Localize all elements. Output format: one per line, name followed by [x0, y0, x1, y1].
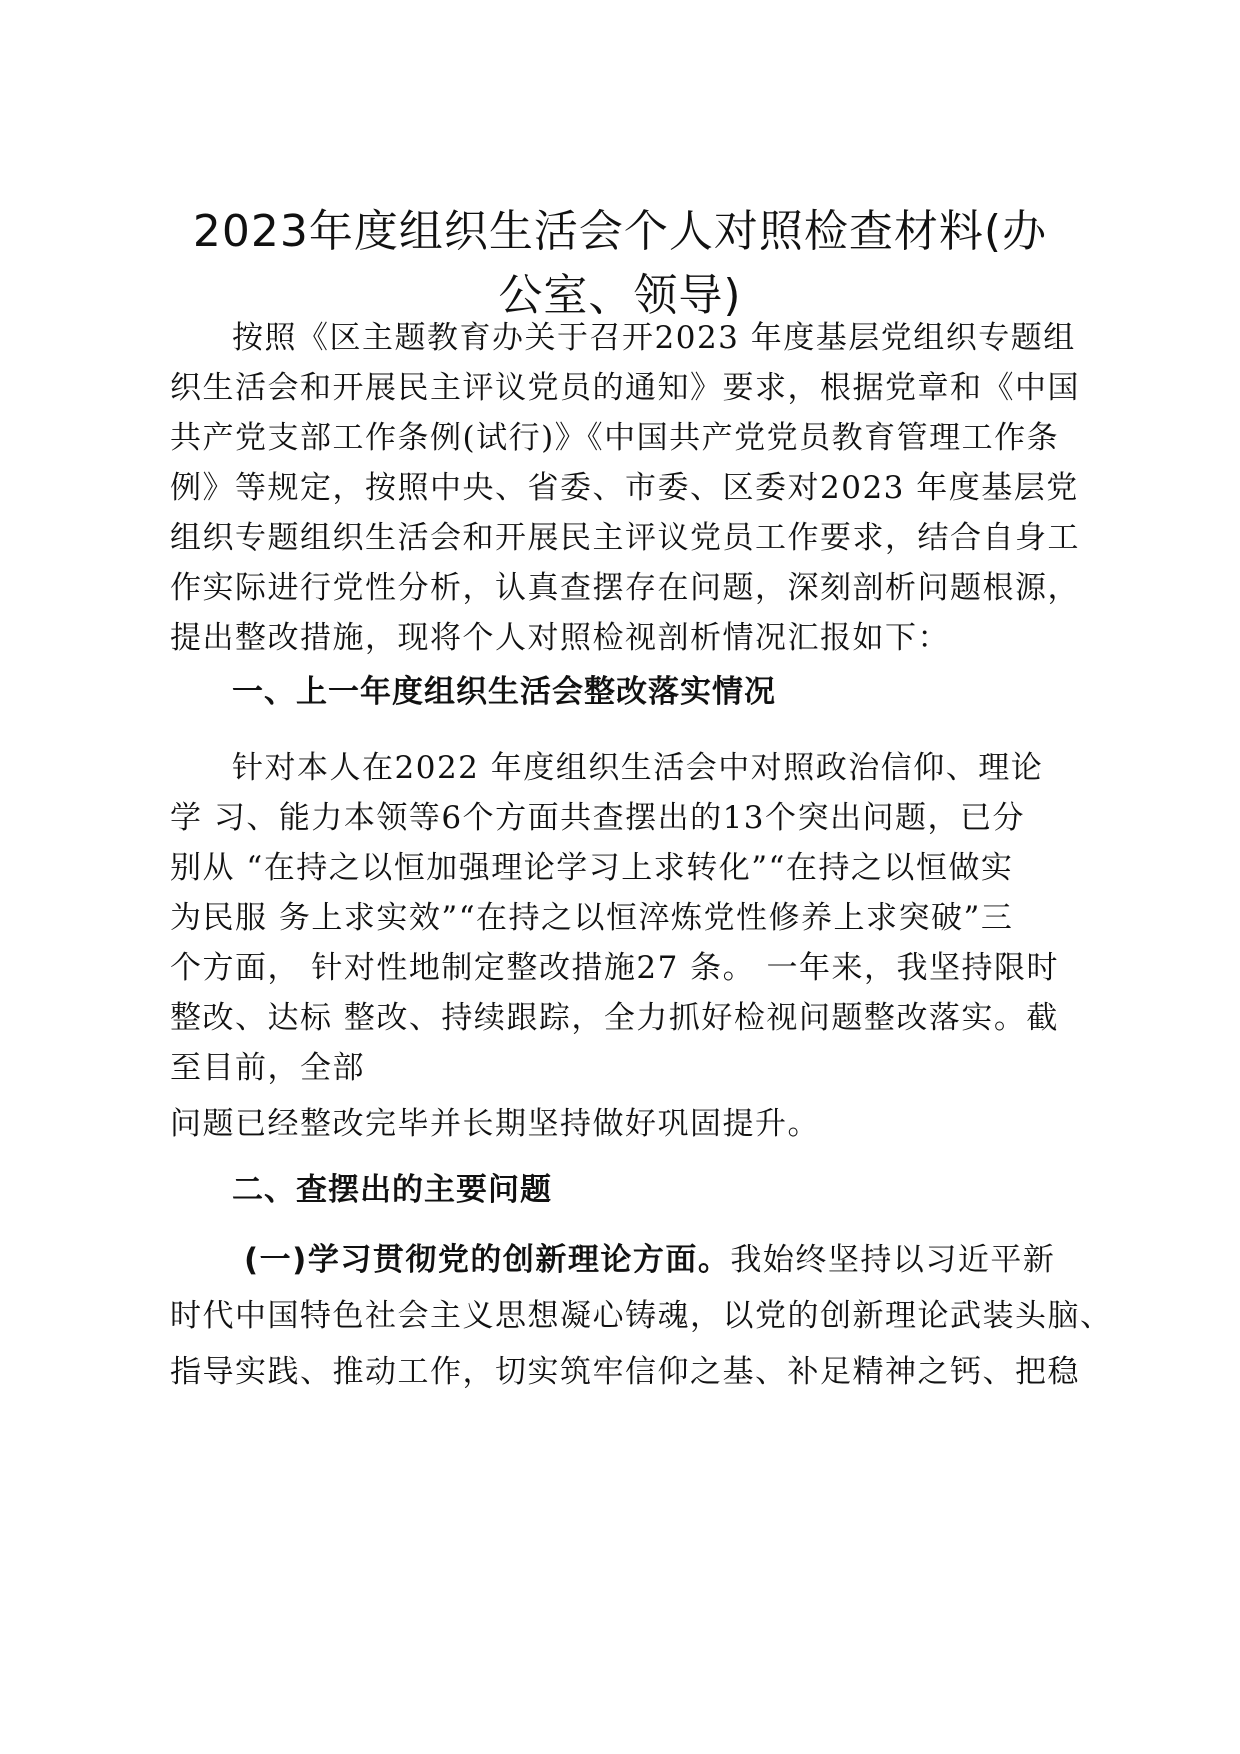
- section-1-line: 至目前，全部: [170, 1050, 365, 1086]
- title-line-1: 2023年度组织生活会个人对照检查材料(办: [192, 206, 1048, 257]
- subsection-1-first-line: [244, 1240, 1055, 1280]
- intro-line: 按照《区主题教育办关于召开2023 年度基层党组织专题组: [232, 320, 1076, 356]
- intro-line: 共产党支部工作条例(试行)》《中国共产党党员教育管理工作条: [170, 420, 1060, 456]
- subsection-1-line: 时代中国特色社会主义思想凝心铸魂，以党的创新理论武装头脑、: [170, 1298, 1113, 1334]
- section-1-line: 问题已经整改完毕并长期坚持做好巩固提升。: [170, 1106, 820, 1142]
- section-1-line: 整改、达标 整改、持续跟踪，全力抓好检视问题整改落实。截: [170, 1000, 1059, 1036]
- section-2-heading: 二、查摆出的主要问题: [232, 1172, 552, 1208]
- section-1-line: 学 习、能力本领等6个方面共查摆出的13个突出问题，已分: [170, 800, 1026, 836]
- subsection-1-text: 我始终坚持以习近平新: [730, 1242, 1056, 1278]
- intro-line: 组织专题组织生活会和开展民主评议党员工作要求，结合自身工: [170, 520, 1080, 556]
- intro-line: 提出整改措施，现将个人对照检视剖析情况汇报如下：: [170, 620, 950, 656]
- intro-line: 作实际进行党性分析，认真查摆存在问题，深刻剖析问题根源，: [170, 570, 1080, 606]
- section-1-line: 针对本人在2022 年度组织生活会中对照政治信仰、理论: [232, 750, 1044, 786]
- section-1-line: 别从 “在持之以恒加强理论学习上求转化”“在持之以恒做实: [170, 850, 1014, 886]
- subsection-1-title: (一)学习贯彻党的创新理论方面。: [244, 1242, 731, 1278]
- section-1-line: 为民服 务上求实效”“在持之以恒淬炼党性修养上求突破”三: [170, 900, 1014, 936]
- intro-line: 例》等规定，按照中央、省委、市委、区委对2023 年度基层党: [170, 470, 1079, 506]
- document-title: [150, 200, 1090, 328]
- section-1-heading: 一、上一年度组织生活会整改落实情况: [232, 674, 776, 710]
- subsection-1-line: 指导实践、推动工作，切实筑牢信仰之基、补足精神之钙、把稳: [170, 1354, 1080, 1390]
- section-1-line: 个方面， 针对性地制定整改措施27 条。 一年来，我坚持限时: [170, 950, 1060, 986]
- title-line-2: 公室、领导): [498, 270, 742, 321]
- intro-line: 织生活会和开展民主评议党员的通知》要求，根据党章和《中国: [170, 370, 1080, 406]
